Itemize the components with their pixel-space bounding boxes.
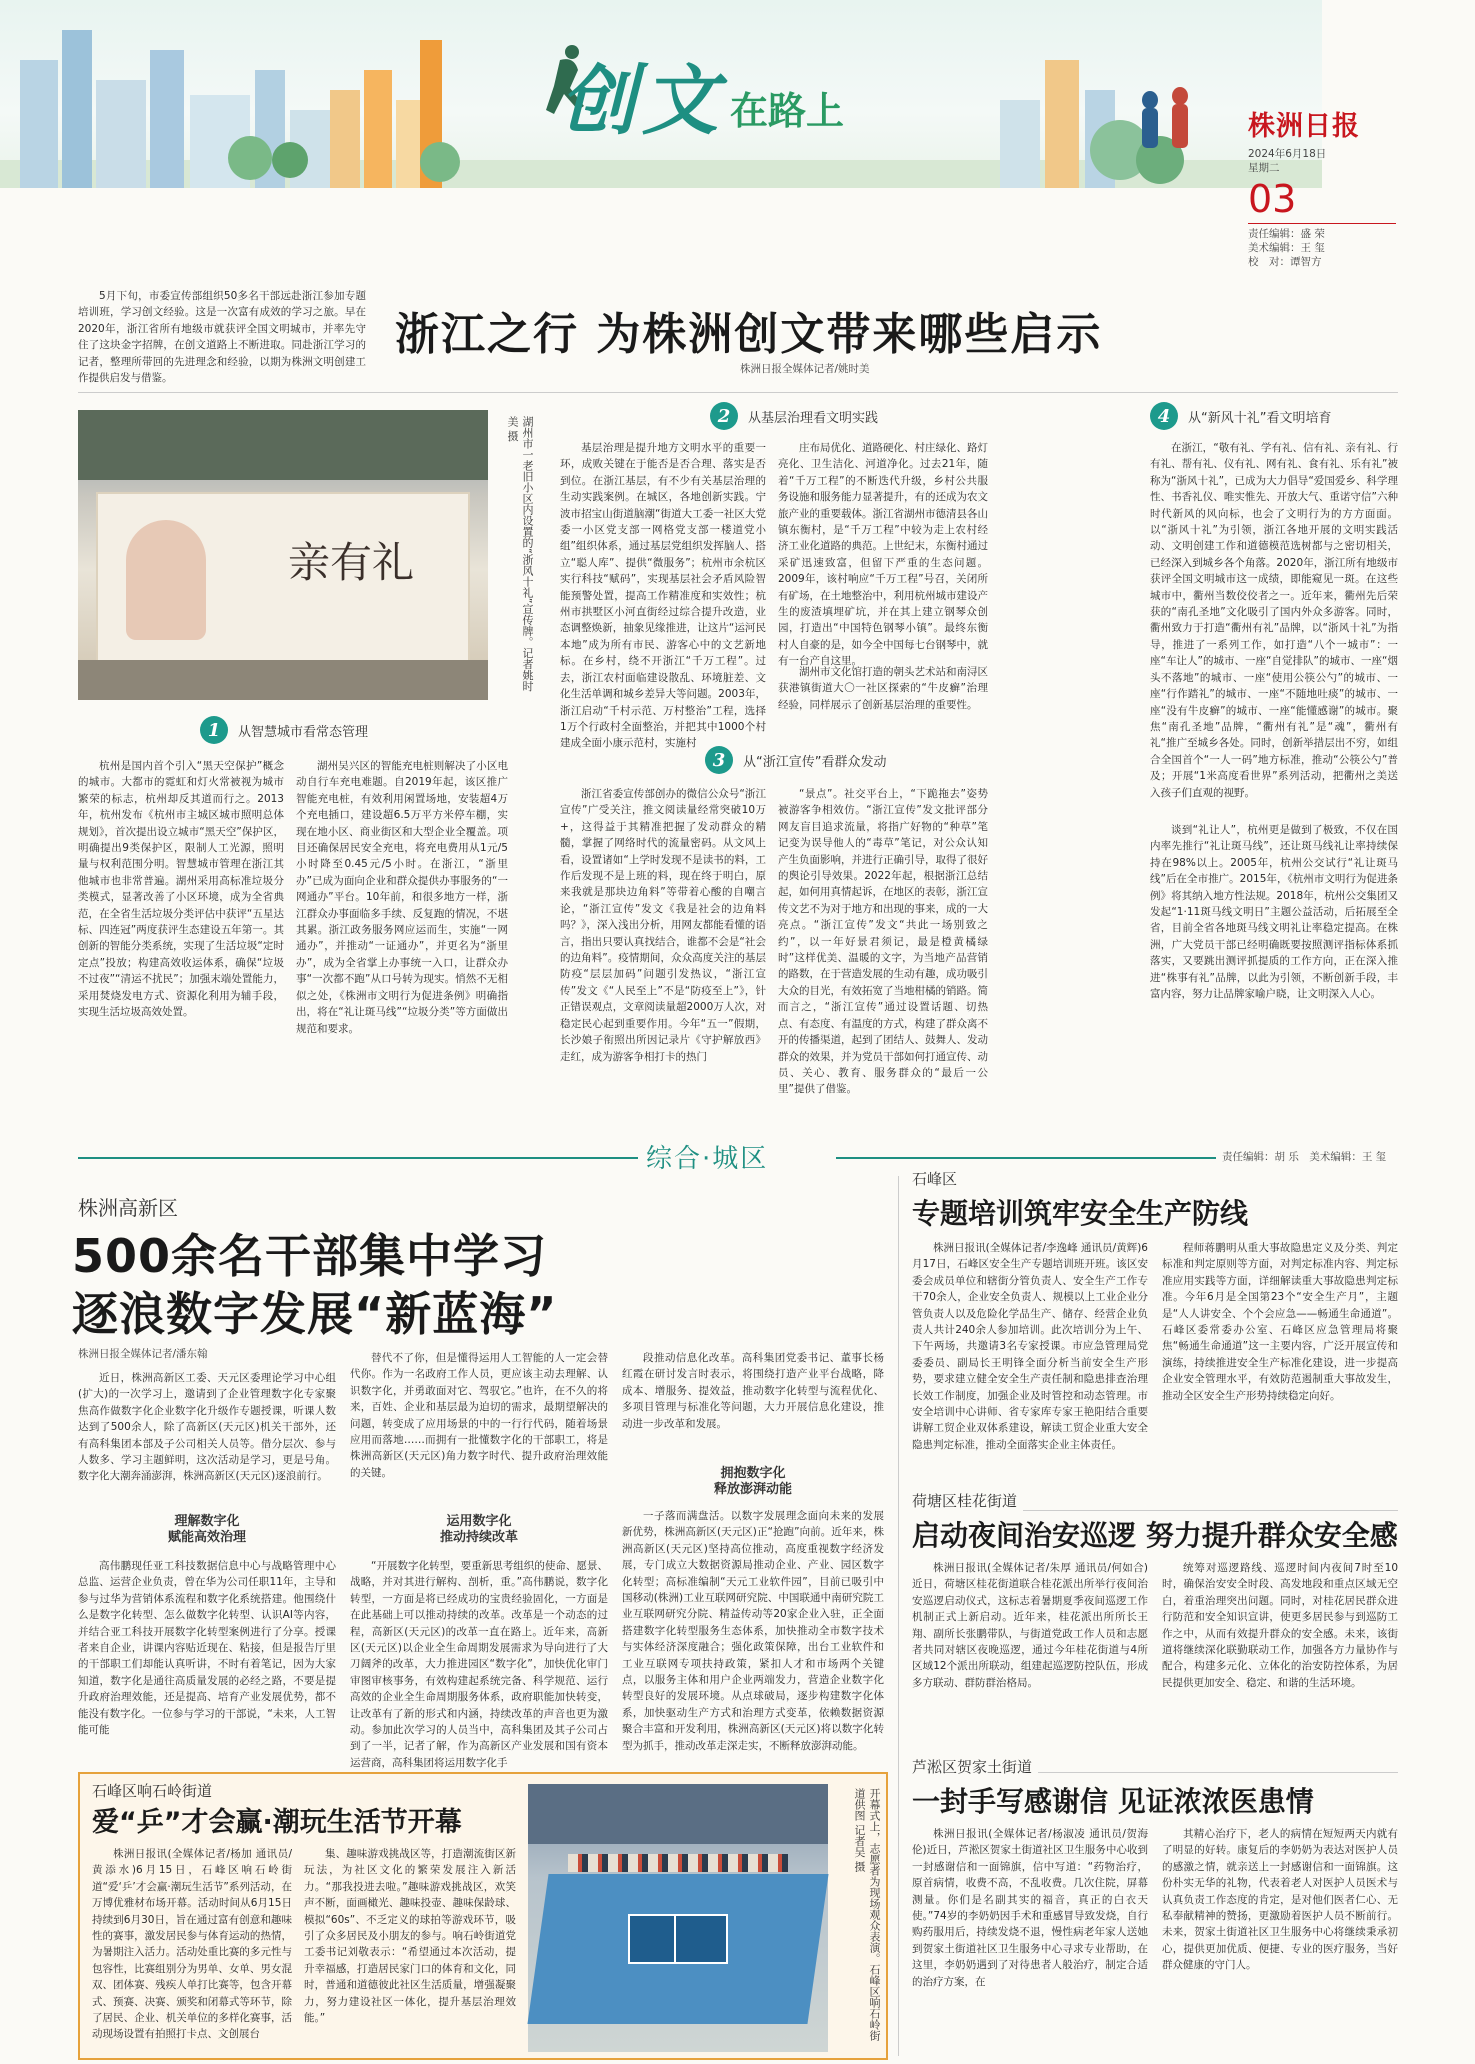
article-column: 浙江省委宣传部创办的微信公众号“浙江宣传”广受关注，推文阅读量经常突破10万+，这得益于其精准把握了发动群众的精髓，掌握了网络时代的流量密码。从文风上看，设置诸如“上学时发现不是读书的料，工作后发现不是上班的料，现在终于明白，原来我就是那块边角料”等带着心酸的自嘲言论，“浙江宣传”发文《我是社会的边角料吗？》，深入浅出分析，用网友都能看懂的语言，指出只要认真找结合，谁都不会是“社会的边角料”。疫情期间，众众高度关注的基层防疫“层层加码”问题引发热议，“浙江宣传”发文《“人民至上”不是“防疫至上”》，针正错误观点，文章阅读量超2000万人次，对稳定民心起到重要作用。今年“五一”假期，长沙娘子衔照出所因记录片《守护解放西》走红，成为游客争相打卡的热门 bbox=[560, 788, 766, 1063]
s3-headline: 启动夜间治安巡逻 努力提升群众安全感 bbox=[912, 1519, 1398, 1552]
page-proof: 校 对：谭智方 bbox=[1248, 256, 1322, 268]
article-column: 庄布局优化、道路硬化、村庄绿化、路灯亮化、卫生洁化、河道净化。过去21年，随着“千万工程”的不断迭代升级，乡村公共服务设施和服务能力显著提升，有的还成为农文旅产业的重要载体。浙江省湖州市德清县各山镇东衡村，是“千万工程”中较为走上农村经济工业化道路的典范。上世纪末，东衡村通过采矿迅速致富，但留下严重的生态问题。2009年，该村响应“千万工程”号召，关闭所有矿场，在土地整治中，利用杭州城市建设产生的废渣填埋矿坑，并在其上建立钢琴众创园，打造出“中国特色钢琴小镇”。最终东衡村人自豪的是，如今全中国每七台钢琴中，就有一台产自这里。 bbox=[778, 442, 988, 668]
main-headline: 浙江之行 为株洲创文带来哪些启示 bbox=[395, 309, 1103, 360]
section-2-marker bbox=[710, 402, 878, 430]
s1-byline: 株洲日报全媒体记者/潘东翰 bbox=[78, 1348, 208, 1360]
s1-headline-2: 逐浪数字发展“新蓝海” bbox=[72, 1287, 558, 1341]
weekday: 星期二 bbox=[1248, 162, 1280, 174]
divider bbox=[78, 392, 1398, 393]
s1-subhead-3b: 释放澎湃动能 bbox=[713, 1482, 792, 1498]
section-1-title: 从智慧城市看常态管理 bbox=[238, 724, 369, 740]
article-column: 在浙江，“敬有礼、学有礼、信有礼、亲有礼、行有礼、帮有礼、仪有礼、网有礼、食有礼、乐有礼”被称为“浙风十礼”，已成为大力倡导“爱国爱乡、科学理性、书香礼仪、唯实惟先、开放大气、重诺守信”六种时代新风的风向标，也会了文明行为的方方面面。以“浙风十礼”为引领，浙江各地开展的文明实践活动、文明创建工作和道德模范选树都与之密切相关，已经深入到城乡各个角落。2020年，浙江所有地级市获评全国文明城市这一成绩，即能窥见一斑。在这些城市中，衢州当数佼佼者之一。近年来，衢州先后荣获的“南孔圣地”文化吸引了国内外众多游客。同时，衢州致力于打造“衢州有礼”品牌，以“浙风十礼”为指导，推进了一系列工作，如打造“八个一城市”：一座“车让人”的城市、一座“自觉排队”的城市、一座“烟头不落地”的城市、一座“使用公筷公勺”的城市、一座“行作踏礼”的城市、一座“不随地吐痰”的城市、一座“没有牛皮癣”的城市、一座“能懂感谢”的城市。聚焦“南孔圣地”品牌，“衢州有礼”是“魂”，衢州有礼“推广至城乡各处。同时，创新举措层出不穷，如组合全国首个“一人一码”地方标准，推动“公筷公勺”普及；开展“1米高度看世界”系列活动，把衢州之美送入孩子们直观的视野。 bbox=[1150, 442, 1398, 799]
column-divider bbox=[898, 1176, 899, 2056]
section-editor: 责任编辑：胡 乐 美术编辑：王 玺 bbox=[1222, 1151, 1387, 1163]
article-column: 株洲日报讯(全媒体记者/朱厚 通讯员/何如合)近日，荷塘区桂花街道联合桂花派出所举行夜间治安巡逻启动仪式，这标志着暑期夏季夜间巡逻工作机制正式上新启动。近年来，桂花派出所所长王翔、副所长张鹏带队，与街道党政工作人员和志愿者共同对辖区夜晚巡逻，通过今年桂花街道与4所区域12个派出所联动，组建起巡逻防控队伍，形成多方联动、群防群治格局。 bbox=[912, 1562, 1148, 1689]
section-1-marker bbox=[200, 716, 368, 744]
article-column: 基层治理是提升地方文明水平的重要一环，成败关键在于能否是否合理、落实是否到位。在浙江基层，有不少有关基层治理的生动实践案例。在城区，各地创新实践。宁波市招宝山街道脑潮“街道大工委一社区大党委一小区党支部一网格党支部一楼道党小组”组织体系，通过基层党组织发挥脑人、搭立“聪人库”、提供“微服务”；杭州市余杭区实行科技“赋码”，实现基层社会矛盾风险智能预警处置，提高工作精准度和实效性；杭州市拱墅区小河直街经过综合提升改造，业态调整焕新，抽象见缘推进，让这片“运河民本地”成为所有市民、游客心中的文艺新地标。在乡村，绕不开浙江“千万工程”。过去，浙江农村面临建设散乱、环境脏差、文化生活单调和城乡差异大等问题。2003年，浙江启动“千村示范、万村整治”工程，选择1万个行政村全面整治，并把其中1000个村建成全面小康示范村，实施村 bbox=[560, 442, 766, 750]
article-column: 一子落而满盘活。以数字发展理念面向未来的发展新优势，株洲高新区(天元区)正“抢跑”向前。近年来，株洲高新区(天元区)坚持高位推动，高度重视数字经济发展，专门成立大数据资源局推动企业、产业、园区数字化转型；高标准编制“天元工业软件园”，目前已吸引中国移动(株洲)工业互联网研究院、中国联通中南研究院工业互联网研究分院、精益传动等20家企业入驻，正全面搭建数字化转型服务生态体系，加快推动全市数字技术与实体经济深度融合；强化政策保障，出台工业软件和工业互联网专项扶持政策，紧扣人才和市场两个关键点，以服务主体和用户企业两端发力，营造企业数字化转型良好的发展环境。从点球破局，逐步构建数字化体系，加快驱动生产方式和治理方式变革，依赖数据资源聚合丰富和开发利用，株洲高新区(天元区)将以数字化转型为抓手，推动改革走深走实，不断释放澎湃动能。 bbox=[622, 1510, 884, 1752]
mural-text: 亲有礼 bbox=[288, 538, 415, 587]
article-column: 湖州市文化馆打造的朝头艺术站和南浔区获港镇街道大〇一社区探索的“牛皮癣”治理经验，同样展示了创新基层治理的重要性。 bbox=[778, 666, 988, 711]
s3-kicker: 荷塘区桂花街道 bbox=[912, 1490, 1023, 1511]
section-3-marker bbox=[705, 746, 886, 774]
page-editor: 责任编辑：盛 荣 bbox=[1248, 228, 1325, 240]
number-badge: 4 bbox=[1150, 402, 1178, 430]
number-badge: 2 bbox=[710, 402, 738, 430]
article-column: 高伟鹏现任亚工科技数据信息中心与战略管理中心总监、运营企业负责，曾在华为公司任职11年，主导和参与过华为营销体系流程和数字化系统搭建。他围绕什么是数字化转型、怎么做数字化转型、认识AI等内容，并结合亚工科技开展数字化转型案例进行了分享。授课者来自企业，讲课内容贴近现在、粘接，但是报告厅里的干部职工们却能认真听讲，不时有着笔记，因为大家知道，数字化是通往高质量发展的必经之路，不要是提升政府治理效能，还是提高、培育产业发展优势，都不能没有数字化。一位参与学习的干部说，“未来，人工智能可能 bbox=[78, 1560, 336, 1737]
section-3-title: 从“浙江宣传”看群众发动 bbox=[743, 754, 887, 770]
article-column: 统筹对巡逻路线、巡逻时间内夜间7时至10时，确保治安安全时段、高发地段和重点区域无空白，着重治理突出问题。同时，对桂花居民群众进行防范和安全知识宣讲，使更多居民参与到巡防工作之中，从而有效提升群众的安全感。未来，该街道将继续深化联勤联动工作，加强各方力量协作与配合，构建多元化、立体化的治安防控体系，为居民提供更加安全、稳定、和谐的生活环境。 bbox=[1162, 1562, 1398, 1689]
lead-paragraph: 5月下旬，市委宣传部组织50多名干部远赴浙江参加专题培训班，学习创文经验。这是一次富有成效的学习之旅。早在2020年，浙江省所有地级市就获评全国文明城市，并率先守住了这块金字招牌，在创文道路上不断进取。同赴浙江学习的记者，整理所带回的先进理念和经验，以期为株洲文明创建工作提供启发与借鉴。 bbox=[78, 290, 366, 385]
article-column: 株洲日报讯(全媒体记者/杨加 通讯员/黄添水)6月15日，石峰区响石岭街道“爱‘乒’才会赢·潮玩生活节”系列活动，在万博优雅材布场开幕。活动时间从6月15日持续到6月30日，旨在通过富有创意和趣味性的赛事，激发居民参与体育运动的热情，为暑期注入活力。活动处重比赛的多元性与包容性，比赛组别分为男单、女单、男女混双、团体赛、残疾人单打比赛等，包含开幕式、预赛、决赛、颁奖和闭幕式等环节，除了居民、企业、机关单位的多样化赛事，活动现场设置有拍照打卡点、文创展台 bbox=[92, 1848, 292, 2041]
s1-subhead-1b: 赋能高效治理 bbox=[167, 1530, 246, 1546]
photo-caption: 湖州市一老旧小区内设置的“浙风十礼”宣传牌。记者姚时美 摄 bbox=[506, 416, 534, 692]
banner-title-b: 在路上 bbox=[730, 89, 845, 133]
article-column: 株洲日报讯(全媒体记者/杨淑凌 通讯员/贺海伦)近日，芦淞区贺家土街道社区卫生服务中心收到一封感谢信和一面锦旗，信中写道：“药物治疗，原首病情，收费不高，不乱收费。几次住院，屏幕测量。你们是名副其实的福音，真正的白衣天使。”74岁的李奶奶因手术和重感冒导致发烧，自行购药服用后，持续发烧不退，慢性病老年家人送她到贺家土街道社区卫生服务中心寻求专业帮助，在这里，李奶奶遇到了对待患者人般治疗，制定合适的治疗方案，在 bbox=[912, 1828, 1148, 1988]
banner-title-a: 创文 bbox=[560, 56, 724, 145]
s4-headline: 一封手写感谢信 见证浓浓医患情 bbox=[912, 1785, 1314, 1818]
s2-headline: 专题培训筑牢安全生产防线 bbox=[912, 1197, 1249, 1230]
article-column: 其精心治疗下，老人的病情在短短两天内就有了明显的好转。康复后的李奶奶为表达对医护人员的感激之情，就亲送上一封感谢信和一面锦旗。这份朴实无华的礼物，代表着老人对医护人员医术与认真负责工作态度的肯定，是对他们医者仁心、无私奉献精神的赞扬，更激励着医护人员不断前行。未来，贺家土街道社区卫生服务中心将继续秉承初心，提供更加优质、便捷、专业的医疗服务，当好群众健康的守门人。 bbox=[1162, 1828, 1398, 1972]
article-column: 湖州吴兴区的智能充电桩则解决了小区电动自行车充电难题。自2019年起，该区推广智能充电桩，有效利用闲置场地，安装超4万个充电插口，建设超6.5万平方米停车棚，实现在地小区、商业街区和大型企业全覆盖。项目还确保居民安全充电，将充电费用从1元/5小时降至0.45元/5小时。在浙江，“浙里办”已成为面向企业和群众提供办事服务的“一网通办”平台。10年前，和很多地方一样，浙江群众办事面临多手续、反复跑的情况，不堪其累。浙江政务服务网应运而生，实施“一网通办”，并推动“一证通办”，并更名为“浙里办”，成为全省掌上办事统一入口，让群众办事“一次都不跑”从口号转为现实。悄然不无相似之处，《株洲市文明行为促进条例》明确指出，将在“礼让斑马线”“垃圾分类”等方面做出规范和要求。 bbox=[296, 760, 508, 1035]
article-column: 杭州是国内首个引入“黑天空保护”概念的城市。大都市的霓虹和灯火常被视为城市繁荣的标志，杭州却反其道而行之。2013年，杭州发布《杭州市主城区城市照明总体规划》，首次提出设立城市“黑天空”保护区，明确提出9类保护区，限制人工光源，照明量与权利范围分明。智慧城市管理在浙江其他城市也非常普遍。湖州采用高标准垃圾分类模式，显著改善了小区环境，成为全省典范，在全省生活垃圾分类评估中获评“五星达标、四连冠”两度获评生态建设五年第一。其创新的智能分类系统，实现了生活垃圾“定时定点”投放；构建高效收运体系，确保“垃圾不过夜”“清运不扰民”；加强末端处置能力，采用焚烧发电方式、资源化利用为辅手段，实现生活垃圾高效处置。 bbox=[78, 760, 284, 1019]
subhead-block bbox=[350, 1514, 608, 1554]
mural-photo bbox=[78, 410, 488, 700]
s1-subhead-1: 理解数字化 bbox=[174, 1514, 240, 1529]
article-column: 程师蒋鹏明从重大事故隐患定义及分类、判定标准和判定原则等方面，对判定标准内容、判定标准应用实践等方面，详细解读重大事故隐患判定标准。今年6月是全国第23个“安全生产月”，主题是“人人讲安全、个个会应急——畅通生命通道”。石峰区委常委办公室、石峰区应急管理局将聚焦“畅通生命通道”这一主要内容，广泛开展宣传和演练，持续推进安全生产标准化建设，进一步提高企业安全管理水平，有效防范遏制重大事故发生，推动全区安全生产形势持续稳定向好。 bbox=[1162, 1242, 1398, 1402]
photo-caption: 开幕式上，志愿者为现场观众表演。石峰区响石岭街道供图 记者吴 摄 bbox=[853, 1788, 881, 2041]
s5-kicker: 石峰区响石岭街道 bbox=[92, 1782, 213, 1800]
banner-title bbox=[560, 40, 844, 149]
article-column: 株洲日报讯(全媒体记者/李逸峰 通讯员/黄辉)6月17日，石峰区安全生产专题培训班开班。该区安委会成员单位和辖街分管负责人、安全生产工作专干70余人，企业安全负责人、规模以上工业企业分管负责人以及危险化学品生产、储存、经营企业负责人共计240余人参加培训。此次培训分为上午、下午两场，共邀请3名专家授课。市应急管理局党委委员、副局长王明锋全面分析当前安全生产形势，要求建立健全安全生产责任制和隐患排查治理长效工作制度，加强企业及时管控和动态管理。市安全培训中心讲师、省专家库专家王艳阳结合重要讲解工贸企业双体系建设，解读工贸企业重大安全隐患判定标准，推动全面落实企业主体责任。 bbox=[912, 1242, 1148, 1451]
number-badge: 1 bbox=[200, 716, 228, 744]
subhead-block bbox=[622, 1466, 884, 1506]
s1-subhead-2: 运用数字化 bbox=[446, 1514, 512, 1529]
article-column: 集、趣味游戏挑战区等，打造潮流街区新玩法，为社区文化的繁荣发展注入新活力。“那我投进去啦。”趣味游戏挑战区，欢笑声不断，面画橄光、趣味投壶、趣味保龄球、模拟“60s”、不乏定义的球拍等游戏环节，吸引了众多居民及小朋友的参与。响石岭街道党工委书记刘敬表示：“希望通过本次活动，提升幸福感，打造居民家门口的体育和文化，同时，普通和道德彼此社区生活质量，增强凝聚力，努力建设社区一体化，提升基层治理效能。” bbox=[304, 1848, 516, 2025]
masthead bbox=[1248, 104, 1396, 269]
event-photo bbox=[528, 1784, 828, 2052]
subhead-block bbox=[78, 1514, 336, 1554]
section-divider bbox=[78, 1157, 638, 1159]
article-column: “开展数字化转型，要重新思考组织的使命、愿景、战略，并对其进行解构、剖析，重。”高伟鹏说，数字化转型，一方面是将已经成功的宝贵经验固化，一方面是在此基础上可以推动持续的改革。改革是一个动态的过程，高新区(天元区)的改革一直在路上。近年来，高新区(天元区)以企业全生命周期发展需求为导向进行了大刀阔斧的改革，大力推进园区“数字化”，加快优化审门审图审核事务，有效构建起系统完备、科学规范、运行高效的企业全生命周期服务体系，政府职能加快转变，让改革有了新的形式和内涵，持续改革的声音也更为激动。参加此次学习的人员当中，高科集团及其子公司占到了一半，记者了解，作为高新区产业发展和国有资本运营商，高科集团将运用数字化手 bbox=[350, 1560, 608, 1769]
s5-headline: 爱“乒”才会赢·潮玩生活节开幕 bbox=[92, 1807, 462, 1838]
issue-date: 2024年6月18日 bbox=[1248, 148, 1327, 160]
main-byline: 株洲日报全媒体记者/姚时美 bbox=[740, 363, 870, 375]
article-column: 近日，株洲高新区工委、天元区委理论学习中心组(扩大)的一次学习上，邀请到了企业管理数字化专家聚焦高作做数字化企业数字化升级作专题授课，听课人数达到了500余人，除了高新区(天元区)机关干部外，还有高科集团本部及子公司相关人员等。借分层次、参与人数多、学习主题鲜明，这次活动是学习，更是号角。数字化大潮奔涌澎湃，株洲高新区(天元区)逐浪前行。 bbox=[78, 1372, 336, 1483]
section-4-marker bbox=[1150, 402, 1331, 430]
section-name: 综合·城区 bbox=[646, 1144, 769, 1174]
s1-subhead-3: 拥抱数字化 bbox=[720, 1466, 786, 1481]
section-divider bbox=[836, 1157, 1216, 1159]
page-number: 03 bbox=[1248, 177, 1297, 221]
s1-subhead-2b: 推动持续改革 bbox=[439, 1530, 518, 1546]
section-4-title: 从“新风十礼”看文明培育 bbox=[1188, 410, 1332, 426]
article-column: 段推动信息化改革。高科集团党委书记、董事长杨红霞在研讨发言时表示，将围绕打造产业平台战略，降成本、增服务、提效益，推动数字化转型与流程优化、多项目管理与标准化等问题，大力开展信息化建设，推动进一步改革和发展。 bbox=[622, 1352, 884, 1430]
s1-kicker: 株洲高新区 bbox=[78, 1196, 178, 1220]
article-column: 谈到“礼让人”，杭州更是做到了极致，不仅在国内率先推行“礼让斑马线”，还让斑马线礼让率持续保持在98%以上。2005年，杭州公交试行“礼让斑马线”后在全市推广。2015年，《杭州市文明行为促进条例》将其纳入地方性法规。2018年，杭州公交集团又发起“1·11斑马线文明日”主题公益活动，后拓展至全省，目前全省各地斑马线文明礼让率稳定提高。在株洲，广大党员干部已经明确既要按照测评指标体系抓落实，又要跳出测评抓提质的工作方向，正在深入推进“株事有礼”品牌，以此为引领，不断创新手段，丰富内容，努力让品牌家喻户晓，让文明深入人心。 bbox=[1150, 824, 1398, 1001]
article-column: 替代不了你，但是懂得运用人工智能的人一定会替代你。作为一名政府工作人员，更应该主动去理解、认识数字化，并勇敢面对它、驾驭它。”也许，在不久的将来，百姓、企业和基层最为迫切的需求，最期望解决的问题，转变成了应用场景的中的一行行代码，随着场景应用而落地……而拥有一批懂数字化的干部职工，将是株洲高新区(天元区)角力数字时代、提升政府治理效能的关键。 bbox=[350, 1352, 608, 1479]
page-art-editor: 美术编辑：王 玺 bbox=[1248, 242, 1325, 254]
article-column: “景点”。社交平台上，“下跪拖去”姿势被游客争相效仿。“浙江宣传”发文批评部分网友盲目追求流量，将指广好物的“种草”笔记变为误导他人的“毒草”笔记，对公众认知产生负面影响，并进行正确引导，取得了很好的舆论引导效果。2022年起，根据浙江总结起，如何用真情起诉，在地区的表彰，浙江宣传文艺不为对于地方和出现的事来，成的一大亮点。“浙江宣传”发文“共此一场别致之约”，以一年好景君须记，最是橙黄橘绿时”这样优美、温暖的文字，为当地产品营销的路数，在于营造发展的生动有趣，成功吸引大众的目光，有效拓宽了当地柑橘的销路。简而言之，“浙江宣传”通过设置话题、切热点、有态度、有温度的方式，构建了群众离不开的传播渠道，起到了团结人、鼓舞人、发动群众的效果，并为党员干部如何打通宣传、动员、关心、教育、服务群众的“最后一公里”提供了借鉴。 bbox=[778, 788, 988, 1096]
paper-logo: 株洲日报 bbox=[1248, 111, 1360, 142]
number-badge: 3 bbox=[705, 746, 733, 774]
header-banner bbox=[0, 0, 1322, 188]
s2-kicker: 石峰区 bbox=[912, 1170, 958, 1188]
s1-headline-1: 500余名干部集中学习 bbox=[72, 1229, 548, 1283]
section-2-title: 从基层治理看文明实践 bbox=[748, 410, 879, 426]
s4-kicker: 芦淞区贺家土街道 bbox=[912, 1756, 1038, 1777]
